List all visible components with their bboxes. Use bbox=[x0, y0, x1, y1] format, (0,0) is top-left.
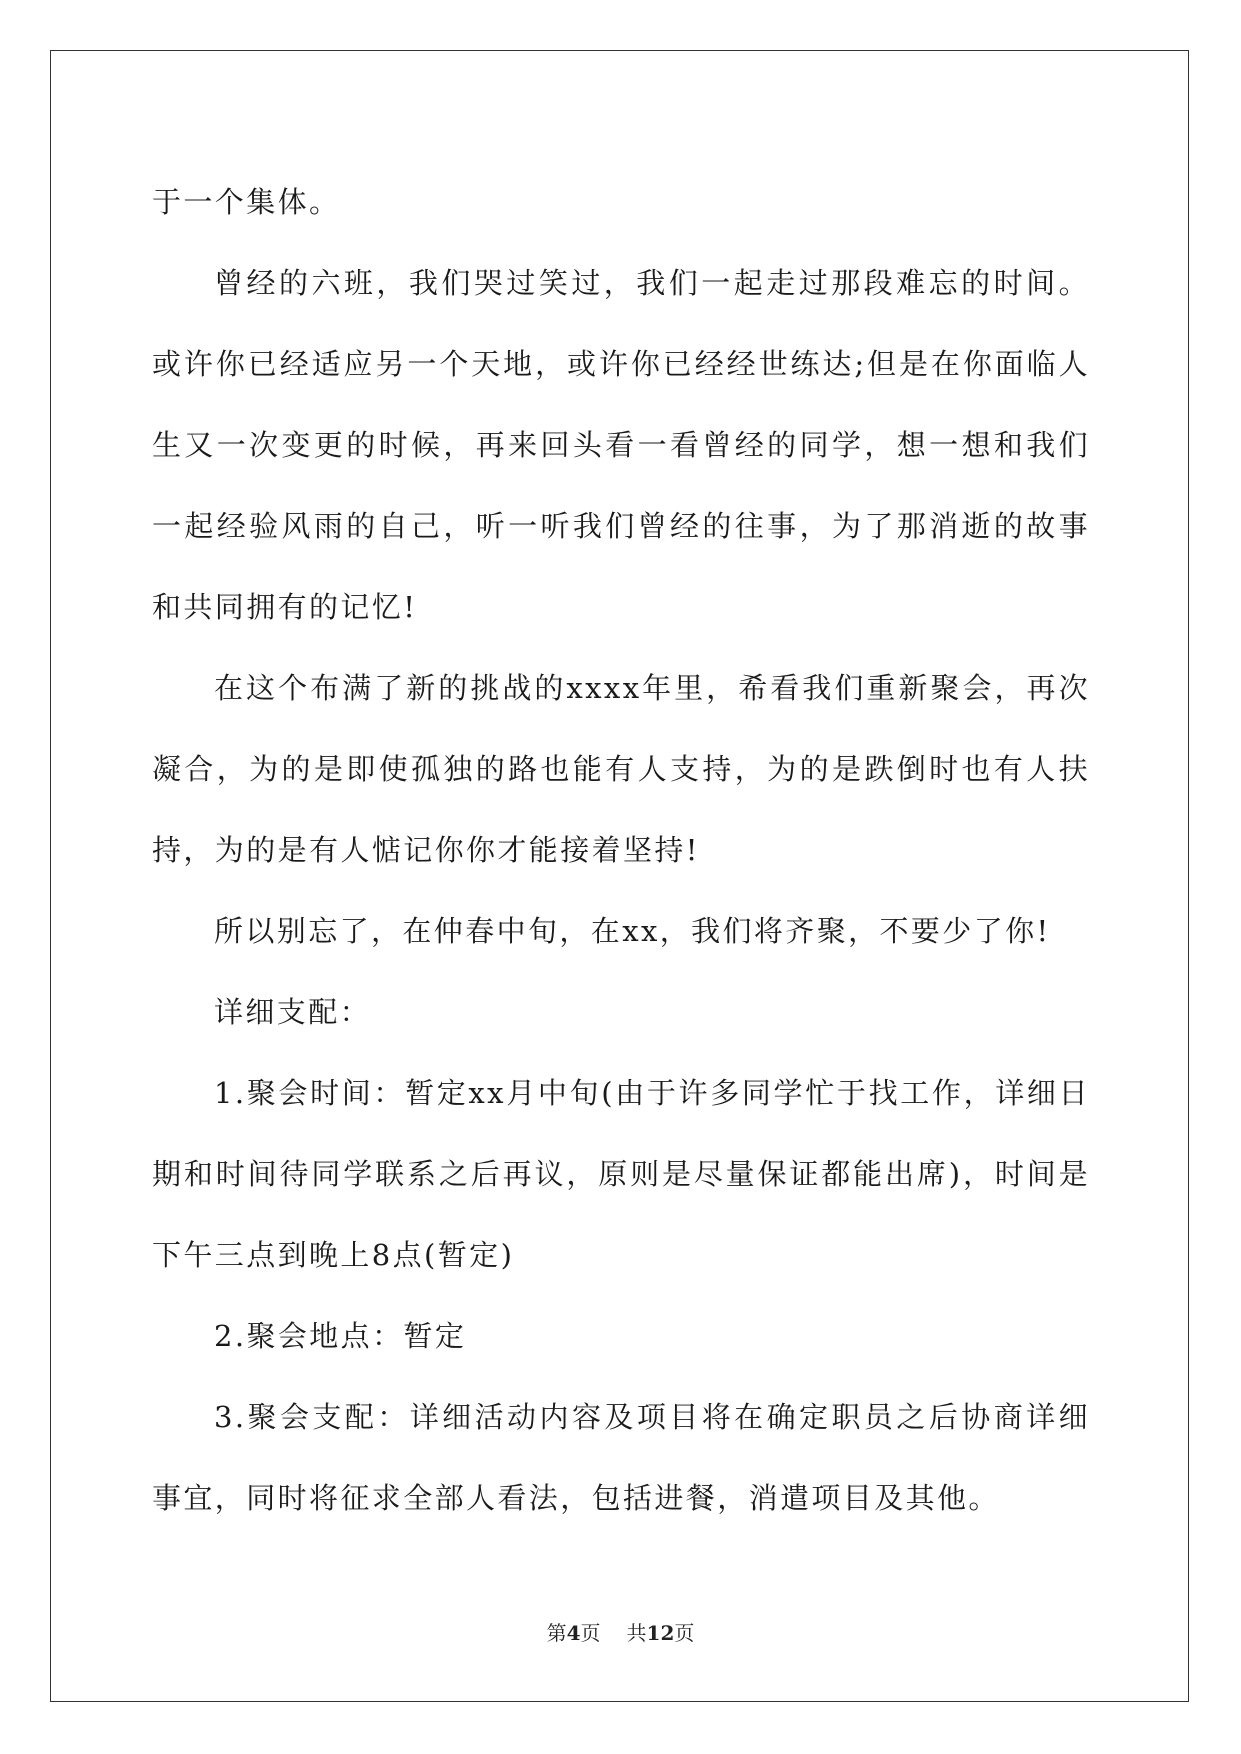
total-pages: 12 bbox=[646, 1621, 675, 1645]
page-footer bbox=[0, 1617, 1241, 1646]
total-prefix: 共 bbox=[626, 1621, 647, 1645]
paragraph-7: 2.聚会地点：暂定 bbox=[214, 1319, 467, 1353]
paragraph-4: 所以别忘了，在仲春中旬，在xx，我们将齐聚，不要少了你! bbox=[214, 914, 1051, 948]
page-prefix: 第 bbox=[546, 1621, 567, 1645]
paragraph-3: 在这个布满了新的挑战的xxxx年里，希看我们重新聚会，再次凝合，为的是即使孤独的路也能有人支持，为的是跌倒时也有人扶持，为的是有人惦记你你才能接着坚持! bbox=[152, 671, 1090, 867]
paragraph-2: 曾经的六班，我们哭过笑过，我们一起走过那段难忘的时间。或许你已经适应另一个天地，或许你已经经世练达;但是在你面临人生又一次变更的时候，再来回头看一看曾经的同学，想一想和我们一起经验风雨的自己，听一听我们曾经的往事，为了那消逝的故事和共同拥有的记忆! bbox=[152, 266, 1090, 624]
paragraph-6: 1.聚会时间：暂定xx月中旬(由于许多同学忙于找工作，详细日期和时间待同学联系之后再议，原则是尽量保证都能出席)，时间是下午三点到晚上8点(暂定) bbox=[152, 1076, 1090, 1272]
paragraph-1: 于一个集体。 bbox=[152, 185, 341, 219]
page-suffix: 页 bbox=[580, 1621, 601, 1645]
page-number: 4 bbox=[566, 1621, 581, 1645]
total-suffix: 页 bbox=[674, 1621, 695, 1645]
document-body bbox=[152, 162, 1090, 1539]
paragraph-5: 详细支配： bbox=[214, 995, 372, 1029]
paragraph-8: 3.聚会支配：详细活动内容及项目将在确定职员之后协商详细事宜，同时将征求全部人看法，包括进餐，消遣项目及其他。 bbox=[152, 1400, 1090, 1515]
